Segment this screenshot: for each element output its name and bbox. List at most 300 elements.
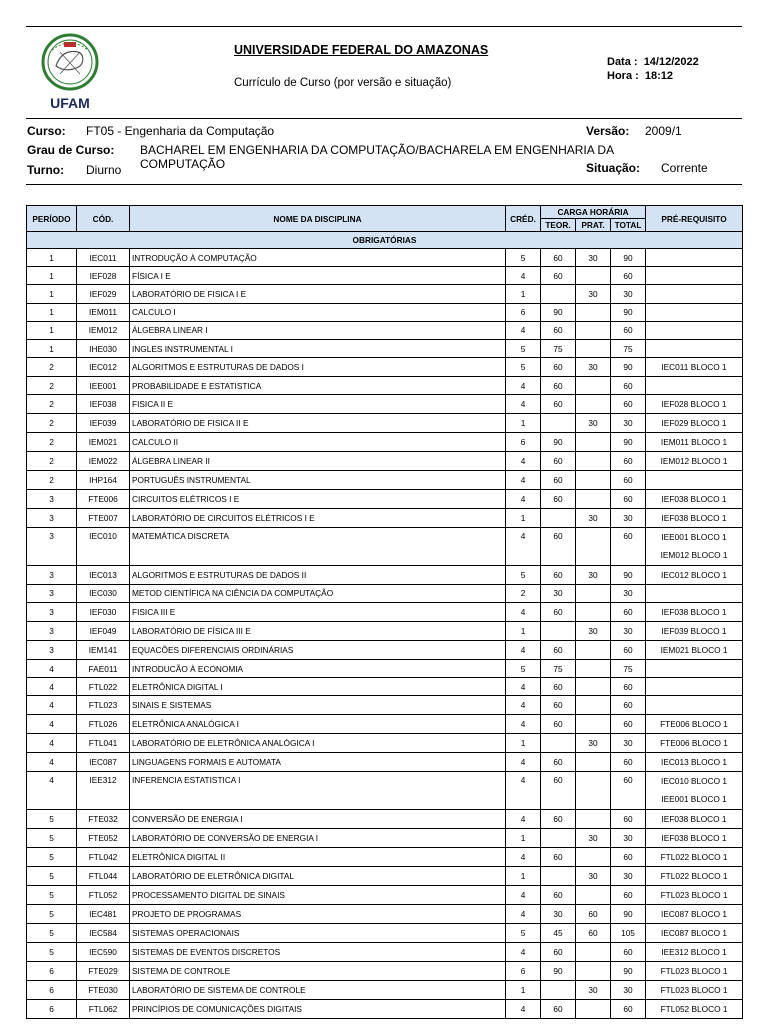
- nome-cell: ALGORITMOS E ESTRUTURAS DE DADOS I: [130, 358, 506, 377]
- cred-cell: 4: [506, 848, 541, 867]
- top-rule: [26, 26, 742, 27]
- cred-cell: 5: [506, 660, 541, 678]
- periodo-cell: 1: [27, 339, 77, 357]
- date-label: Data :: [607, 56, 638, 68]
- table-row: [27, 886, 743, 905]
- teor-cell: [541, 622, 576, 641]
- cred-cell: 4: [506, 452, 541, 471]
- total-cell: 90: [611, 358, 646, 377]
- prat-cell: [576, 810, 611, 829]
- periodo-cell: 3: [27, 489, 77, 508]
- total-cell: 30: [611, 508, 646, 527]
- university-name: UNIVERSIDADE FEDERAL DO AMAZONAS: [234, 43, 489, 57]
- table-row: [27, 285, 743, 303]
- prereq-cell: [646, 603, 743, 622]
- nome-cell: INTRODUCÃO À ECONOMIA: [130, 660, 506, 678]
- nome-cell: CALCULO II: [130, 433, 506, 452]
- prereq-cell: [646, 565, 743, 584]
- teor-cell: [541, 733, 576, 752]
- prereq-item: FTL023 BLOCO 1: [660, 966, 728, 977]
- prereq-cell: [646, 285, 743, 303]
- prereq-cell: [646, 771, 743, 809]
- table-row: [27, 267, 743, 285]
- periodo-cell: 6: [27, 981, 77, 1000]
- table-row: [27, 303, 743, 321]
- periodo-cell: 4: [27, 752, 77, 771]
- prereq-cell: [646, 678, 743, 696]
- prat-cell: [576, 339, 611, 357]
- cod-cell: FTL042: [77, 848, 130, 867]
- nome-cell: LINGUAGENS FORMAIS E AUTOMATA: [130, 752, 506, 771]
- prereq-item: FTL022 BLOCO 1: [660, 871, 728, 882]
- total-cell: 60: [611, 771, 646, 809]
- table-row: [27, 714, 743, 733]
- cred-cell: 4: [506, 714, 541, 733]
- nome-cell: METOD CIENTÍFICA NA CIÊNCIA DA COMPUTAÇÃO: [130, 584, 506, 602]
- teor-cell: [541, 829, 576, 848]
- table-row: [27, 622, 743, 641]
- nome-cell: ÁLGEBRA LINEAR II: [130, 452, 506, 471]
- date-time: [607, 55, 699, 83]
- cred-cell: 4: [506, 810, 541, 829]
- prereq-cell: [646, 508, 743, 527]
- periodo-cell: 2: [27, 471, 77, 489]
- total-cell: 30: [611, 622, 646, 641]
- nome-cell: LABORATÓRIO DE FISICA II E: [130, 414, 506, 433]
- prereq-item: IEM012 BLOCO 1: [660, 456, 728, 467]
- teor-cell: [541, 981, 576, 1000]
- table-row: [27, 489, 743, 508]
- cod-cell: IEM022: [77, 452, 130, 471]
- cod-cell: IEE312: [77, 771, 130, 809]
- cred-cell: 1: [506, 733, 541, 752]
- nome-cell: INFERENCIA ESTATISTICA I: [130, 771, 506, 809]
- col-cod: CÓD.: [77, 206, 130, 232]
- teor-cell: [541, 867, 576, 886]
- prereq-cell: [646, 321, 743, 339]
- table-row: [27, 414, 743, 433]
- prat-cell: [576, 660, 611, 678]
- cod-cell: FTL044: [77, 867, 130, 886]
- prereq-cell: [646, 848, 743, 867]
- total-cell: 90: [611, 433, 646, 452]
- nome-cell: LABORATÓRIO DE CIRCUITOS ELÉTRICOS I E: [130, 508, 506, 527]
- periodo-cell: 6: [27, 1000, 77, 1019]
- prat-cell: [576, 527, 611, 565]
- table-row: [27, 565, 743, 584]
- cred-cell: 4: [506, 1000, 541, 1019]
- prereq-cell: [646, 641, 743, 660]
- table-row: [27, 433, 743, 452]
- cod-cell: IEC011: [77, 249, 130, 267]
- table-row: [27, 527, 743, 565]
- prat-cell: 30: [576, 622, 611, 641]
- teor-cell: 60: [541, 771, 576, 809]
- versao-value: 2009/1: [645, 124, 682, 138]
- periodo-cell: 5: [27, 924, 77, 943]
- cred-cell: 4: [506, 771, 541, 809]
- situacao-value: Corrente: [661, 161, 708, 175]
- prereq-cell: [646, 696, 743, 714]
- total-cell: 60: [611, 267, 646, 285]
- cod-cell: IEF038: [77, 395, 130, 414]
- total-cell: 60: [611, 943, 646, 962]
- teor-cell: 60: [541, 886, 576, 905]
- total-cell: 60: [611, 377, 646, 395]
- periodo-cell: 5: [27, 810, 77, 829]
- prereq-cell: [646, 339, 743, 357]
- nome-cell: ALGORITMOS E ESTRUTURAS DE DADOS II: [130, 565, 506, 584]
- periodo-cell: 3: [27, 584, 77, 602]
- prat-cell: [576, 489, 611, 508]
- nome-cell: CALCULO I: [130, 303, 506, 321]
- table-row: [27, 377, 743, 395]
- cod-cell: FTL062: [77, 1000, 130, 1019]
- cod-cell: IEF030: [77, 603, 130, 622]
- teor-cell: 60: [541, 714, 576, 733]
- total-cell: 30: [611, 414, 646, 433]
- table-row: [27, 829, 743, 848]
- cred-cell: 6: [506, 433, 541, 452]
- prat-cell: 30: [576, 733, 611, 752]
- prat-cell: 30: [576, 414, 611, 433]
- total-cell: 60: [611, 678, 646, 696]
- teor-cell: 75: [541, 339, 576, 357]
- cred-cell: 2: [506, 584, 541, 602]
- grau-value-line2: COMPUTAÇÃO: [140, 157, 226, 171]
- section-row: [27, 232, 743, 249]
- cred-cell: 4: [506, 641, 541, 660]
- cred-cell: 4: [506, 696, 541, 714]
- table-row: [27, 752, 743, 771]
- total-cell: 60: [611, 714, 646, 733]
- nome-cell: INGLES INSTRUMENTAL I: [130, 339, 506, 357]
- section-title: OBRIGATÓRIAS: [27, 232, 743, 249]
- periodo-cell: 4: [27, 714, 77, 733]
- cod-cell: FTE007: [77, 508, 130, 527]
- nome-cell: PROCESSAMENTO DIGITAL DE SINAIS: [130, 886, 506, 905]
- cod-cell: IEC013: [77, 565, 130, 584]
- table-row: [27, 321, 743, 339]
- total-cell: 105: [611, 924, 646, 943]
- periodo-cell: 5: [27, 886, 77, 905]
- periodo-cell: 2: [27, 395, 77, 414]
- periodo-cell: 5: [27, 829, 77, 848]
- periodo-cell: 4: [27, 733, 77, 752]
- prat-cell: [576, 1000, 611, 1019]
- prereq-cell: [646, 489, 743, 508]
- curso-value: FT05 - Engenharia da Computação: [86, 124, 275, 138]
- teor-cell: 60: [541, 565, 576, 584]
- teor-cell: 60: [541, 943, 576, 962]
- teor-cell: 75: [541, 660, 576, 678]
- prat-cell: [576, 267, 611, 285]
- prereq-item: FTL052 BLOCO 1: [660, 1004, 728, 1015]
- total-cell: 60: [611, 696, 646, 714]
- teor-cell: 30: [541, 905, 576, 924]
- cred-cell: 4: [506, 905, 541, 924]
- teor-cell: 30: [541, 584, 576, 602]
- prat-cell: 30: [576, 358, 611, 377]
- prereq-cell: [646, 414, 743, 433]
- periodo-cell: 5: [27, 848, 77, 867]
- table-row: [27, 249, 743, 267]
- prat-cell: [576, 943, 611, 962]
- header-row-1: [27, 206, 743, 219]
- prereq-cell: [646, 377, 743, 395]
- cod-cell: FTL026: [77, 714, 130, 733]
- teor-cell: 45: [541, 924, 576, 943]
- nome-cell: FÍSICA I E: [130, 267, 506, 285]
- nome-cell: FISICA II E: [130, 395, 506, 414]
- nome-cell: LABORATÓRIO DE ELETRÔNICA DIGITAL: [130, 867, 506, 886]
- teor-cell: 60: [541, 678, 576, 696]
- prat-cell: [576, 395, 611, 414]
- table-row: [27, 584, 743, 602]
- nome-cell: LABORATÓRIO DE SISTEMA DE CONTROLE: [130, 981, 506, 1000]
- cred-cell: 5: [506, 924, 541, 943]
- prat-cell: [576, 678, 611, 696]
- cod-cell: IEF049: [77, 622, 130, 641]
- nome-cell: FISICA III E: [130, 603, 506, 622]
- prereq-cell: [646, 714, 743, 733]
- cred-cell: 4: [506, 395, 541, 414]
- periodo-cell: 4: [27, 678, 77, 696]
- table-row: [27, 603, 743, 622]
- nome-cell: EQUACÕES DIFERENCIAIS ORDINÁRIAS: [130, 641, 506, 660]
- nome-cell: PRINCÍPIOS DE COMUNICAÇÕES DIGITAIS: [130, 1000, 506, 1019]
- teor-cell: [541, 285, 576, 303]
- periodo-cell: 1: [27, 321, 77, 339]
- prereq-cell: [646, 452, 743, 471]
- periodo-cell: 3: [27, 565, 77, 584]
- teor-cell: 60: [541, 377, 576, 395]
- cred-cell: 5: [506, 249, 541, 267]
- prereq-cell: [646, 622, 743, 641]
- prereq-item: IEF028 BLOCO 1: [661, 399, 727, 410]
- prereq-cell: [646, 810, 743, 829]
- col-nome: NOME DA DISCIPLINA: [130, 206, 506, 232]
- periodo-cell: 5: [27, 943, 77, 962]
- grau-label: Grau de Curso:: [27, 143, 115, 157]
- prat-cell: [576, 303, 611, 321]
- versao-label: Versão:: [586, 124, 630, 138]
- prereq-item: IEC013 BLOCO 1: [661, 756, 727, 767]
- nome-cell: ÁLGEBRA LINEAR I: [130, 321, 506, 339]
- periodo-cell: 5: [27, 867, 77, 886]
- nome-cell: SISTEMAS DE EVENTOS DISCRETOS: [130, 943, 506, 962]
- cred-cell: 1: [506, 829, 541, 848]
- prereq-item: IEC010 BLOCO 1: [661, 776, 727, 787]
- turno-value: Diurno: [86, 163, 122, 177]
- cod-cell: IEE001: [77, 377, 130, 395]
- total-cell: 60: [611, 810, 646, 829]
- cod-cell: FTE052: [77, 829, 130, 848]
- cred-cell: 4: [506, 377, 541, 395]
- teor-cell: 60: [541, 452, 576, 471]
- cod-cell: IEC010: [77, 527, 130, 565]
- nome-cell: ELETRÔNICA ANALÓGICA I: [130, 714, 506, 733]
- table-row: [27, 733, 743, 752]
- prereq-item: IEF038 BLOCO 1: [661, 512, 727, 523]
- prereq-item: FTL023 BLOCO 1: [660, 985, 728, 996]
- periodo-cell: 3: [27, 508, 77, 527]
- periodo-cell: 1: [27, 249, 77, 267]
- table-row: [27, 1000, 743, 1019]
- cod-cell: FTL052: [77, 886, 130, 905]
- prat-cell: [576, 452, 611, 471]
- course-rule: [26, 184, 742, 185]
- periodo-cell: 2: [27, 377, 77, 395]
- prat-cell: 30: [576, 829, 611, 848]
- teor-cell: 90: [541, 303, 576, 321]
- cod-cell: FTE030: [77, 981, 130, 1000]
- prereq-cell: [646, 584, 743, 602]
- teor-cell: 60: [541, 1000, 576, 1019]
- table-row: [27, 924, 743, 943]
- total-cell: 60: [611, 641, 646, 660]
- prereq-cell: [646, 962, 743, 981]
- cred-cell: 6: [506, 303, 541, 321]
- cod-cell: IEF039: [77, 414, 130, 433]
- periodo-cell: 5: [27, 905, 77, 924]
- prereq-cell: [646, 249, 743, 267]
- periodo-cell: 2: [27, 433, 77, 452]
- prat-cell: 60: [576, 924, 611, 943]
- cod-cell: IEM011: [77, 303, 130, 321]
- time-label: Hora :: [607, 70, 639, 82]
- prereq-cell: [646, 527, 743, 565]
- prereq-cell: [646, 981, 743, 1000]
- cred-cell: 4: [506, 267, 541, 285]
- curso-label: Curso:: [27, 124, 66, 138]
- total-cell: 90: [611, 249, 646, 267]
- prat-cell: 30: [576, 981, 611, 1000]
- nome-cell: LABORATÓRIO DE CONVERSÃO DE ENERGIA I: [130, 829, 506, 848]
- prat-cell: [576, 321, 611, 339]
- cred-cell: 4: [506, 752, 541, 771]
- teor-cell: 60: [541, 471, 576, 489]
- prereq-item: IEF038 BLOCO 1: [661, 833, 727, 844]
- total-cell: 30: [611, 285, 646, 303]
- curriculum-table: [26, 205, 743, 1019]
- prereq-item: IEM012 BLOCO 1: [660, 550, 728, 561]
- time-value: 18:12: [644, 70, 674, 82]
- prereq-item: IEC087 BLOCO 1: [661, 928, 727, 939]
- total-cell: 60: [611, 1000, 646, 1019]
- teor-cell: 60: [541, 267, 576, 285]
- periodo-cell: 3: [27, 641, 77, 660]
- nome-cell: CONVERSÃO DE ENERGIA I: [130, 810, 506, 829]
- table-row: [27, 452, 743, 471]
- total-cell: 60: [611, 752, 646, 771]
- prereq-item: IEM011 BLOCO 1: [660, 437, 728, 448]
- prereq-item: FTL022 BLOCO 1: [660, 852, 728, 863]
- prat-cell: [576, 433, 611, 452]
- total-cell: 75: [611, 660, 646, 678]
- teor-cell: 60: [541, 641, 576, 660]
- prereq-cell: [646, 358, 743, 377]
- cred-cell: 4: [506, 321, 541, 339]
- teor-cell: 90: [541, 433, 576, 452]
- cod-cell: FAE011: [77, 660, 130, 678]
- cred-cell: 5: [506, 358, 541, 377]
- table-row: [27, 395, 743, 414]
- table-row: [27, 508, 743, 527]
- teor-cell: 60: [541, 249, 576, 267]
- col-prat: PRAT.: [576, 219, 611, 232]
- prereq-cell: [646, 924, 743, 943]
- table-row: [27, 867, 743, 886]
- nome-cell: PROBABILIDADE E ESTATISTICA: [130, 377, 506, 395]
- cred-cell: 4: [506, 527, 541, 565]
- teor-cell: 60: [541, 358, 576, 377]
- cred-cell: 4: [506, 678, 541, 696]
- prat-cell: [576, 848, 611, 867]
- prereq-cell: [646, 1000, 743, 1019]
- prereq-item: IEF038 BLOCO 1: [661, 493, 727, 504]
- cred-cell: 1: [506, 508, 541, 527]
- teor-cell: 60: [541, 395, 576, 414]
- cred-cell: 4: [506, 943, 541, 962]
- table-row: [27, 905, 743, 924]
- cod-cell: IEC481: [77, 905, 130, 924]
- prat-cell: [576, 584, 611, 602]
- nome-cell: CIRCUITOS ELÉTRICOS I E: [130, 489, 506, 508]
- teor-cell: [541, 508, 576, 527]
- periodo-cell: 3: [27, 527, 77, 565]
- prereq-item: IEC087 BLOCO 1: [661, 909, 727, 920]
- total-cell: 60: [611, 452, 646, 471]
- teor-cell: 60: [541, 752, 576, 771]
- total-cell: 60: [611, 527, 646, 565]
- table-row: [27, 339, 743, 357]
- nome-cell: PORTUGUÊS INSTRUMENTAL: [130, 471, 506, 489]
- report-subtitle: Currículo de Curso (por versão e situação): [234, 77, 452, 89]
- ufam-logo: [34, 32, 106, 112]
- cod-cell: IEM012: [77, 321, 130, 339]
- teor-cell: 60: [541, 527, 576, 565]
- teor-cell: 60: [541, 489, 576, 508]
- total-cell: 90: [611, 905, 646, 924]
- periodo-cell: 1: [27, 285, 77, 303]
- nome-cell: ELETRÔNICA DIGITAL I: [130, 678, 506, 696]
- periodo-cell: 2: [27, 414, 77, 433]
- prereq-item: FTE006 BLOCO 1: [660, 718, 728, 729]
- teor-cell: [541, 414, 576, 433]
- prat-cell: 30: [576, 508, 611, 527]
- teor-cell: 60: [541, 810, 576, 829]
- prat-cell: [576, 603, 611, 622]
- cod-cell: FTE032: [77, 810, 130, 829]
- cod-cell: IEF028: [77, 267, 130, 285]
- prereq-item: IEE312 BLOCO 1: [661, 947, 727, 958]
- table-row: [27, 962, 743, 981]
- cod-cell: IEF029: [77, 285, 130, 303]
- situacao-label: Situação:: [586, 161, 641, 175]
- total-cell: 30: [611, 981, 646, 1000]
- prat-cell: 30: [576, 867, 611, 886]
- table-row: [27, 358, 743, 377]
- total-cell: 30: [611, 867, 646, 886]
- prat-cell: [576, 696, 611, 714]
- total-cell: 60: [611, 321, 646, 339]
- prereq-cell: [646, 752, 743, 771]
- cod-cell: IEM021: [77, 433, 130, 452]
- col-periodo: PERÍODO: [27, 206, 77, 232]
- nome-cell: SINAIS E SISTEMAS: [130, 696, 506, 714]
- grau-value-line1: BACHAREL EM ENGENHARIA DA COMPUTAÇÃO/BACHARELA EM ENGENHARIA DA: [140, 143, 615, 157]
